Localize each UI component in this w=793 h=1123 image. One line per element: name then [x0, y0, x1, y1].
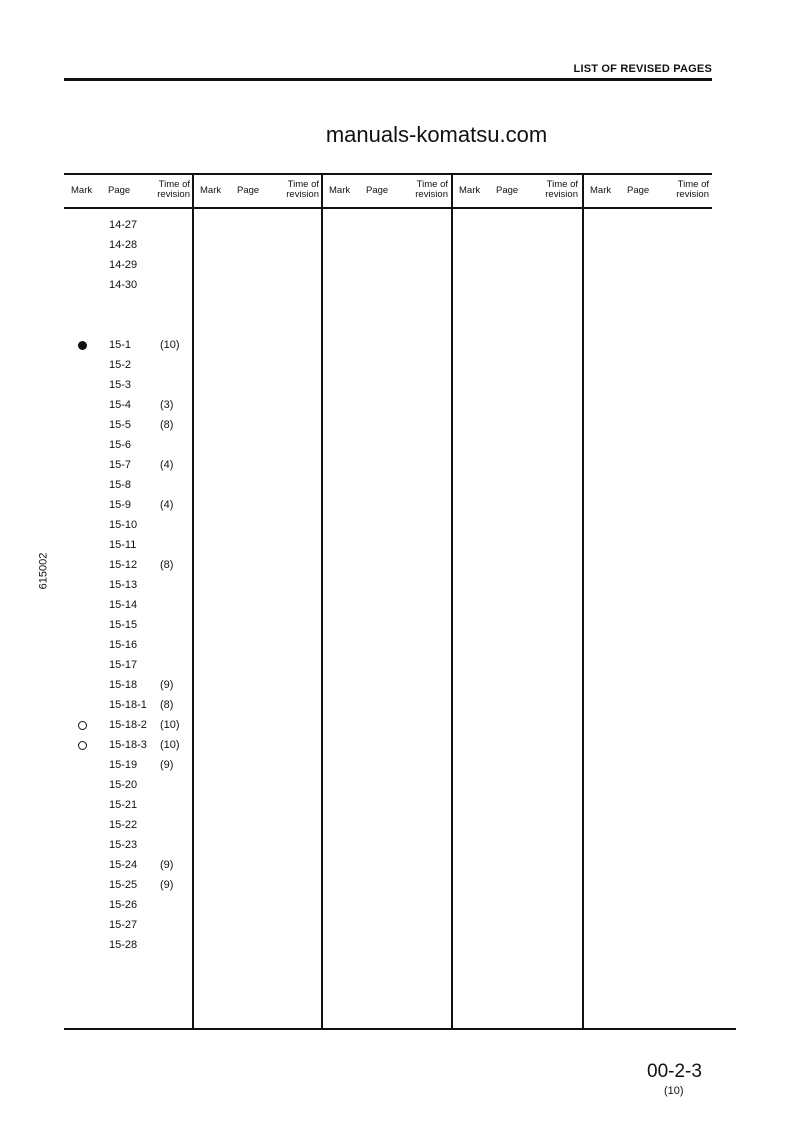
page-number: 15-12	[109, 559, 138, 571]
page-number: 15-13	[109, 579, 138, 591]
page-number: 15-21	[109, 799, 138, 811]
page-number: 15-28	[109, 939, 138, 951]
page-number: 15-1	[109, 339, 132, 351]
table-row	[64, 799, 192, 819]
page-number: 15-6	[109, 439, 132, 451]
table-row	[64, 779, 192, 799]
column-header-page: Page	[366, 185, 389, 196]
watermark: manuals-komatsu.com	[325, 122, 548, 147]
table-row	[64, 919, 192, 939]
page-number: 15-9	[109, 499, 132, 511]
column-divider	[582, 173, 584, 1030]
hollow-circle-icon	[78, 741, 87, 750]
column-divider	[451, 173, 453, 1030]
page-number: 15-25	[109, 879, 138, 891]
header-line: Time of	[416, 179, 448, 190]
table-row	[64, 759, 192, 779]
page-number: 14-30	[109, 279, 138, 291]
table-row	[64, 819, 192, 839]
page-header-title: LIST OF REVISED PAGES	[573, 63, 712, 75]
table-row	[64, 519, 192, 539]
page-number: 15-15	[109, 619, 138, 631]
column-header-time-of-revision	[536, 180, 578, 200]
page-number: 15-16	[109, 639, 138, 651]
table-row	[64, 379, 192, 399]
page-number: 15-19	[109, 759, 138, 771]
table-row	[64, 719, 192, 739]
header-line: Time of	[158, 179, 190, 190]
table-row	[64, 479, 192, 499]
table-row	[64, 859, 192, 879]
page-number: 15-7	[109, 459, 132, 471]
table-row	[64, 599, 192, 619]
revision-number: (4)	[160, 499, 174, 511]
page-number: 15-22	[109, 819, 138, 831]
table-row	[64, 339, 192, 359]
revision-number: (9)	[160, 759, 174, 771]
header-line: Time of	[287, 179, 319, 190]
page-number: 15-14	[109, 599, 138, 611]
table-row	[64, 839, 192, 859]
table-row	[64, 879, 192, 899]
page-number: 15-10	[109, 519, 138, 531]
header-line: Time of	[677, 179, 709, 190]
page-number: 15-17	[109, 659, 138, 671]
page-number: 15-23	[109, 839, 138, 851]
revision-number: (8)	[160, 559, 174, 571]
table-row	[64, 619, 192, 639]
page-number: 14-29	[109, 259, 138, 271]
page-number: 15-5	[109, 419, 132, 431]
revision-number: (10)	[160, 339, 180, 351]
page-number: 14-28	[109, 239, 138, 251]
revision-number: (9)	[160, 879, 174, 891]
side-code: 615002	[37, 552, 50, 590]
page-number: 15-18	[109, 679, 138, 691]
column-header-mark: Mark	[71, 185, 93, 196]
table-row	[64, 679, 192, 699]
revision-number: (9)	[160, 679, 174, 691]
column-header-page: Page	[627, 185, 650, 196]
filled-circle-icon	[78, 341, 87, 350]
table-row	[64, 539, 192, 559]
page-number: 15-20	[109, 779, 138, 791]
table-header-rule	[64, 207, 712, 209]
column-header-mark: Mark	[459, 185, 481, 196]
column-header-time-of-revision	[148, 180, 190, 200]
hollow-circle-icon	[78, 721, 87, 730]
revision-number: (3)	[160, 399, 174, 411]
table-row	[64, 359, 192, 379]
header-rule	[64, 78, 712, 81]
revision-number: (9)	[160, 859, 174, 871]
page-number: 15-2	[109, 359, 132, 371]
column-divider	[192, 173, 194, 1030]
page-number: 15-18-3	[109, 739, 147, 751]
header-line: revision	[157, 189, 190, 200]
table-row	[64, 579, 192, 599]
table-row	[64, 399, 192, 419]
page-number: 15-11	[109, 539, 137, 551]
table-row	[64, 739, 192, 759]
page-number: 15-26	[109, 899, 138, 911]
page-number: 15-4	[109, 399, 132, 411]
table-row	[64, 699, 192, 719]
column-header-page: Page	[237, 185, 260, 196]
revision-number: (4)	[160, 459, 174, 471]
column-header-mark: Mark	[590, 185, 612, 196]
page-number: 15-27	[109, 919, 138, 931]
header-line: revision	[286, 189, 319, 200]
table-row	[64, 659, 192, 679]
table-row	[64, 459, 192, 479]
column-header-mark: Mark	[200, 185, 222, 196]
revision-number: (10)	[160, 719, 180, 731]
header-line: revision	[545, 189, 578, 200]
column-header-time-of-revision	[667, 180, 709, 200]
footer-revision: (10)	[664, 1085, 684, 1097]
page-number: 15-3	[109, 379, 132, 391]
page-number: 15-18-1	[109, 699, 147, 711]
table-bottom-rule	[64, 1028, 736, 1030]
page-number: 15-24	[109, 859, 138, 871]
table-row	[64, 899, 192, 919]
revision-number: (8)	[160, 419, 174, 431]
table-row	[64, 259, 192, 279]
table-row	[64, 499, 192, 519]
column-header-page: Page	[108, 185, 131, 196]
column-header-page: Page	[496, 185, 519, 196]
column-header-time-of-revision	[277, 180, 319, 200]
header-line: revision	[676, 189, 709, 200]
revision-number: (8)	[160, 699, 174, 711]
revision-number: (10)	[160, 739, 180, 751]
page-number: 14-27	[109, 219, 138, 231]
column-header-mark: Mark	[329, 185, 351, 196]
header-line: revision	[415, 189, 448, 200]
table-row	[64, 939, 192, 959]
header-line: Time of	[546, 179, 578, 190]
table-row	[64, 219, 192, 239]
table-top-rule	[64, 173, 712, 175]
page-number: 15-8	[109, 479, 132, 491]
table-row	[64, 439, 192, 459]
footer-page-number: 00-2-3	[647, 1061, 702, 1082]
table-row	[64, 279, 192, 299]
column-header-time-of-revision	[406, 180, 448, 200]
column-divider	[321, 173, 323, 1030]
table-row	[64, 419, 192, 439]
table-row	[64, 639, 192, 659]
table-row	[64, 239, 192, 259]
page-number: 15-18-2	[109, 719, 147, 731]
table-row	[64, 559, 192, 579]
